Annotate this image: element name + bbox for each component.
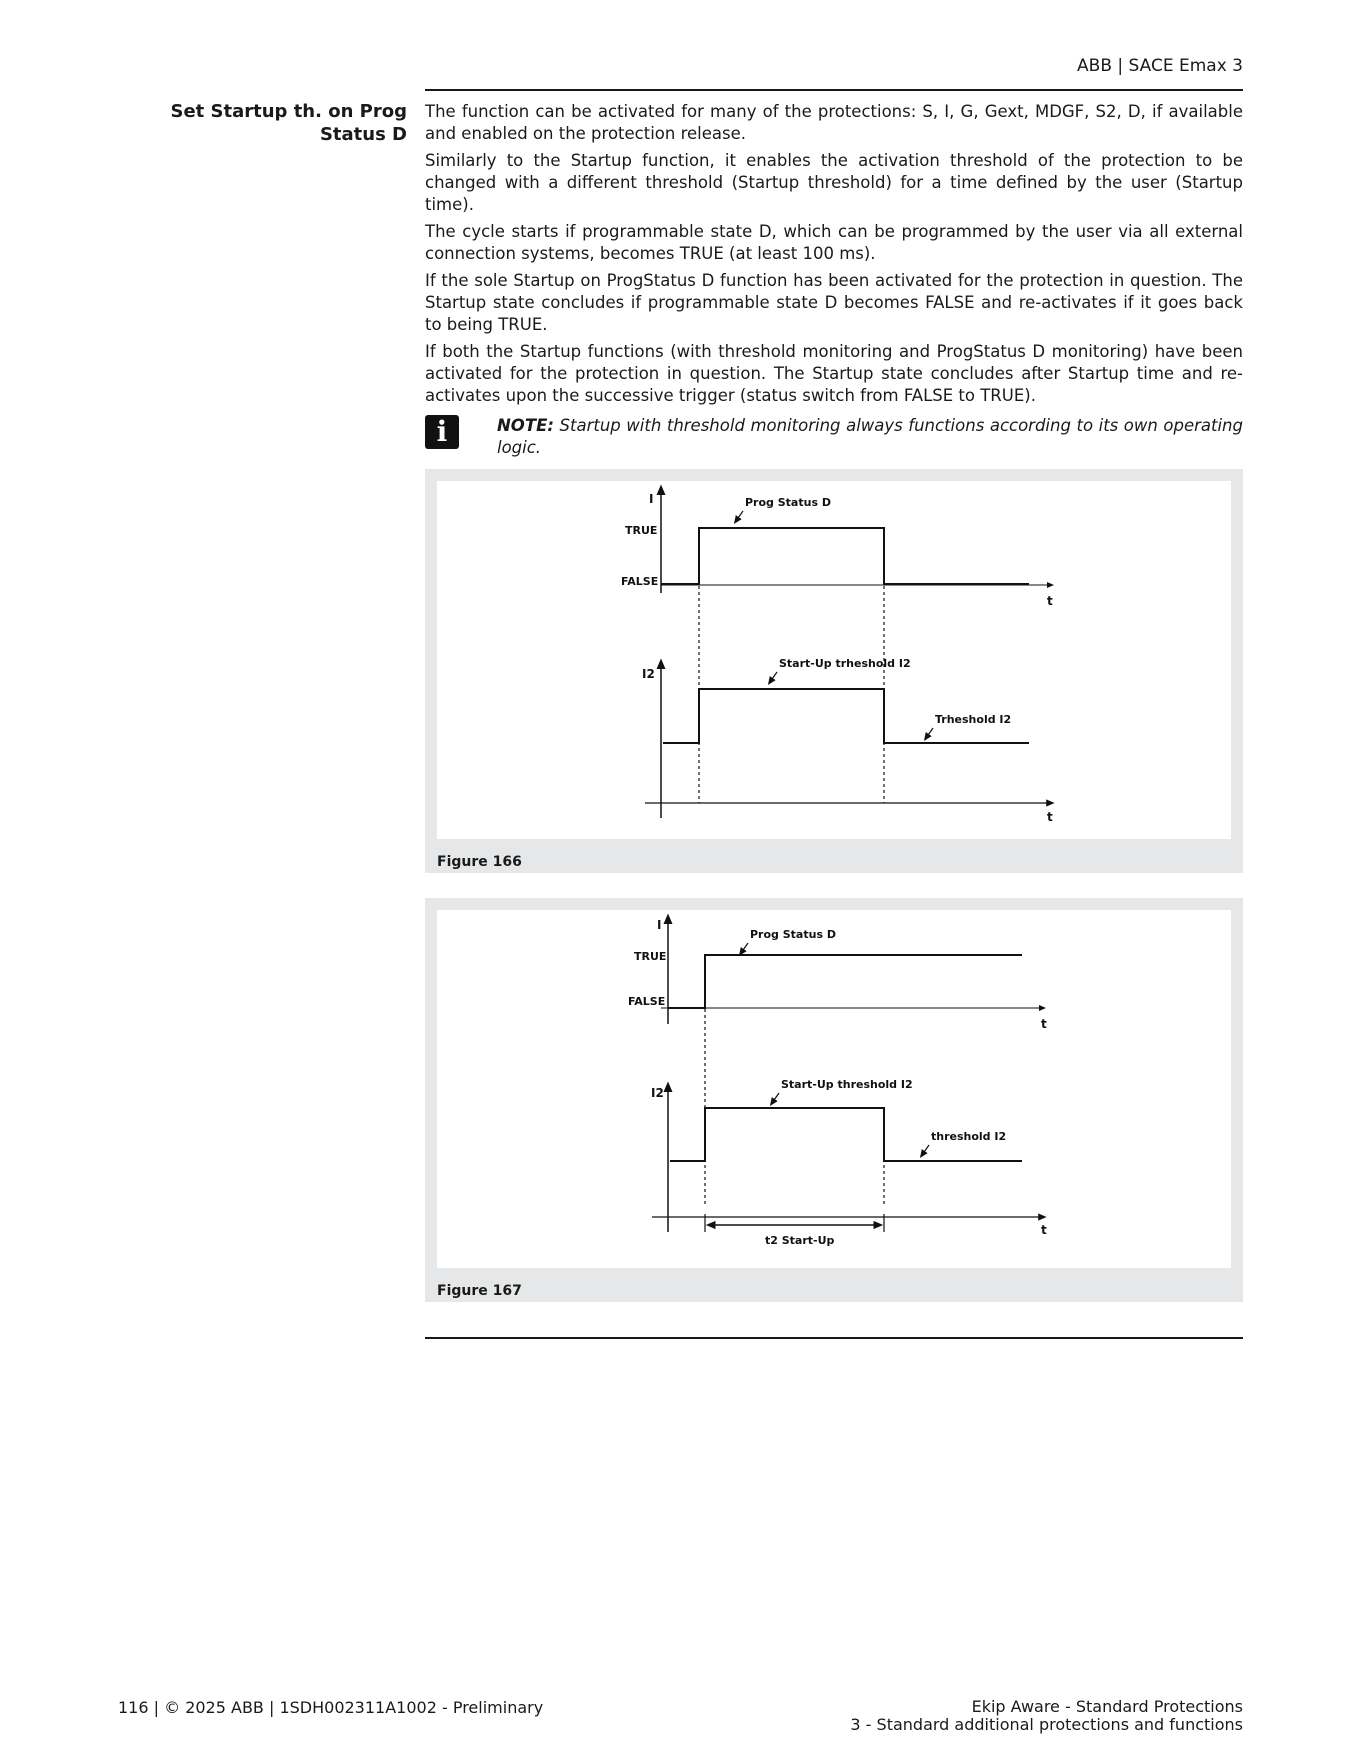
prog-status-annotation: Prog Status D (745, 496, 831, 509)
bottom-rule (425, 1337, 1243, 1339)
annotation-arrow (770, 672, 777, 682)
footer-chapter-title: 3 - Standard additional protections and functions (850, 1715, 1243, 1734)
annotation-arrow (926, 728, 933, 738)
y-axis-label: I (657, 918, 662, 932)
annotation-arrow (741, 943, 748, 953)
threshold-annotation: threshold I2 (931, 1130, 1007, 1143)
info-icon: i (425, 415, 459, 449)
figure-166 (425, 469, 1243, 873)
top-rule (425, 89, 1243, 91)
section-title: Set Startup th. on Prog Status D (170, 101, 407, 145)
annotation-arrow (772, 1093, 779, 1103)
paragraph: Similarly to the Startup function, it enables the activation threshold of the protection to be changed with a different threshold (Startup threshold) for a time defined by the user (Startup time). (425, 151, 1243, 214)
x-axis-label: t (1047, 810, 1053, 824)
false-label: FALSE (621, 575, 659, 588)
footer-chapter (850, 1698, 1243, 1734)
threshold-annotation: Trheshold I2 (935, 713, 1012, 726)
true-label: TRUE (634, 950, 667, 963)
paragraph: The function can be activated for many of the protections: S, I, G, Gext, MDGF, S2, D, if available and enabled on the protection release. (425, 102, 1243, 143)
annotation-arrow (736, 511, 743, 521)
figure-caption: Figure 166 (437, 854, 522, 870)
y-axis-label: I (649, 492, 654, 506)
figure-caption: Figure 167 (437, 1283, 522, 1299)
x-axis-label: t (1041, 1223, 1047, 1237)
prog-status-signal (668, 955, 1022, 1008)
annotation-arrow (922, 1145, 929, 1155)
paragraph: The cycle starts if programmable state D, which can be programmed by the user via all external connection systems, becomes TRUE (at least 100 ms). (425, 222, 1243, 263)
false-label: FALSE (628, 995, 666, 1008)
prog-status-signal (661, 528, 1029, 584)
figure-167 (425, 898, 1243, 1302)
paragraph: If the sole Startup on ProgStatus D function has been activated for the protection in question. The Startup state concludes if programmable state D becomes FALSE and re-activates if it goes back to being TRUE. (425, 271, 1243, 334)
footer-manual-title: Ekip Aware - Standard Protections (971, 1697, 1243, 1716)
timing-diagram (437, 481, 1231, 839)
footer-page-info: 116 | © 2025 ABB | 1SDH002311A1002 - Preliminary (118, 1698, 544, 1717)
note-label: NOTE: (497, 416, 554, 435)
x-axis-label: t (1047, 594, 1053, 608)
figure-167-diagram (437, 910, 1231, 1268)
timing-diagram (437, 910, 1231, 1268)
y-axis-label: I2 (642, 667, 655, 681)
true-label: TRUE (625, 524, 658, 537)
note-block (425, 415, 1243, 461)
startup-threshold-annotation: Start-Up trheshold I2 (779, 657, 911, 670)
body-text (425, 101, 1243, 502)
figure-166-diagram (437, 481, 1231, 839)
paragraph: If both the Startup functions (with threshold monitoring and ProgStatus D monitoring) have been activated for the protection in question. The Startup state concludes after Startup time and re-activates upon the successive trigger (status switch from FALSE to TRUE). (425, 342, 1243, 405)
prog-status-annotation: Prog Status D (750, 928, 836, 941)
y-axis-label: I2 (651, 1086, 664, 1100)
duration-label: t2 Start-Up (765, 1234, 835, 1247)
note-text: Startup with threshold monitoring always functions according to its own operating logic. (497, 416, 1243, 457)
startup-threshold-annotation: Start-Up threshold I2 (781, 1078, 913, 1091)
x-axis-label: t (1041, 1017, 1047, 1031)
document-title: ABB | SACE Emax 3 (1077, 56, 1243, 76)
